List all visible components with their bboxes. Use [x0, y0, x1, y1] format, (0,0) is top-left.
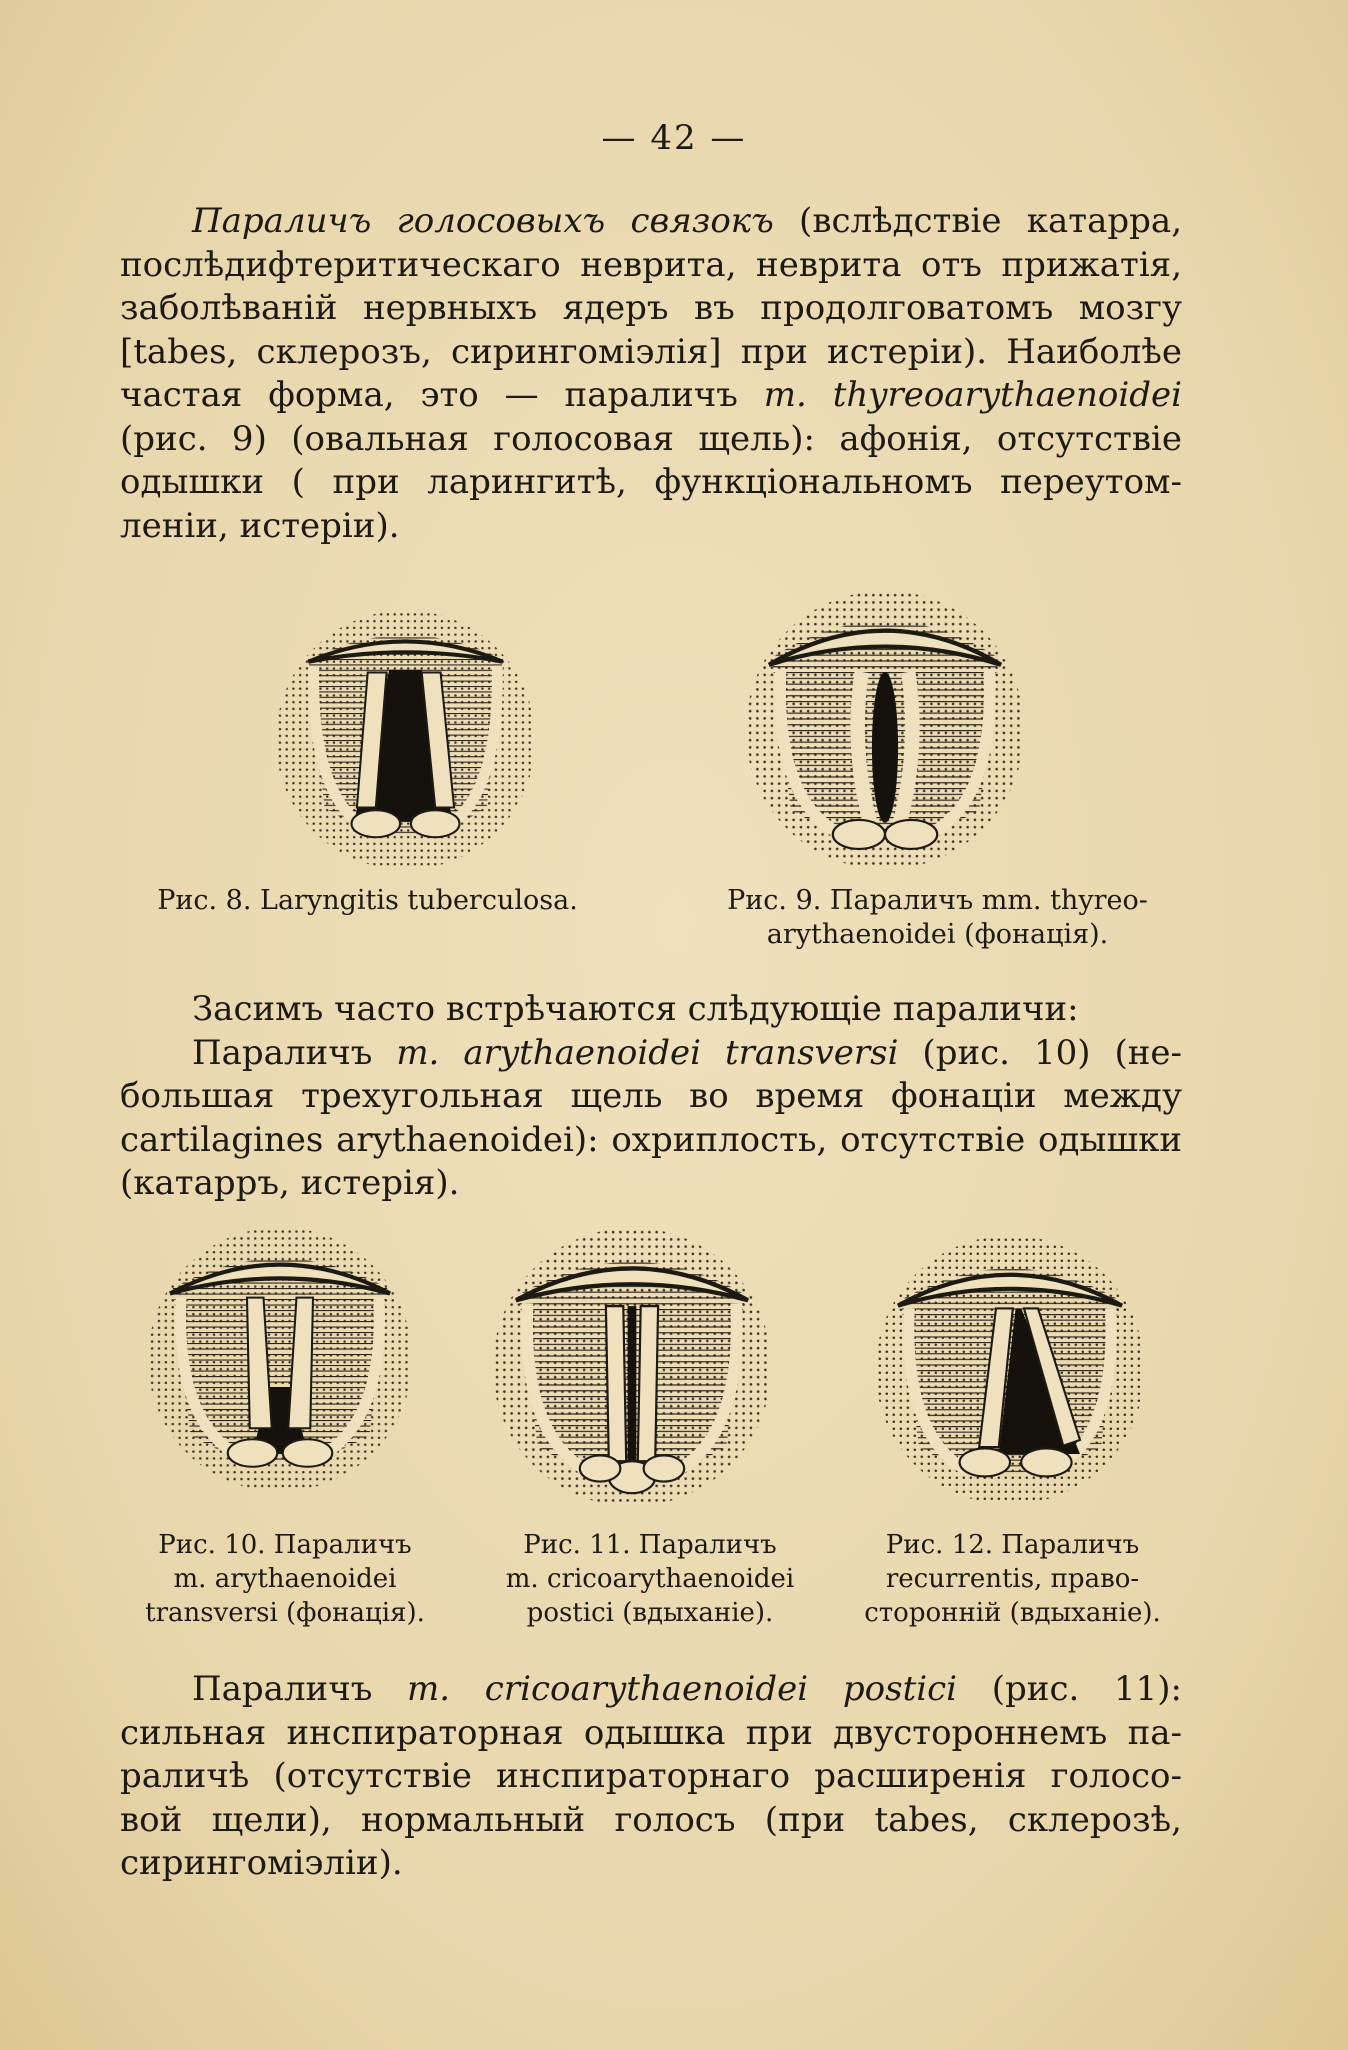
text-line: сильная инспираторная одышка при двустороннемъ па-: [120, 1712, 1182, 1753]
figure-8-larynx-illustration: [268, 605, 543, 875]
paragraph-cricoarythaenoidei-paralysis: [120, 1668, 1182, 1886]
text-line: Параличъ голосовыхъ связокъ (вслѣдствіе катарра,: [192, 201, 1182, 241]
text-line: большая трехугольная щель во время фонаціи между: [120, 1076, 1182, 1116]
italic-term: m. thyreoarythaenoidei: [763, 375, 1182, 415]
caption-figure-9: Рис. 9. Параличъ mm. thyreo- arythaenoidei (фонація).: [727, 885, 1148, 950]
figure-11-larynx-illustration: [482, 1222, 782, 1512]
text-line: одышки ( при ларингитѣ, функціональномъ переутом-: [120, 462, 1182, 502]
text-line: леніи, истеріи).: [120, 505, 400, 546]
text-line: сирингоміэліи).: [120, 1843, 403, 1883]
text-line: раличѣ (отсутствіе инспираторнаго расширенія голосо-: [120, 1756, 1182, 1796]
text-line: [tabes, склерозъ, сирингоміэлія] при истеріи). Наиболѣе: [120, 331, 1182, 372]
text-line: вой щели), нормальный голосъ (при tabes, склерозѣ,: [120, 1799, 1182, 1840]
italic-term: Параличъ голосовыхъ связокъ: [192, 201, 774, 241]
paragraph-vocal-cord-paralysis: [120, 200, 1182, 548]
text-line: Засимъ часто встрѣчаются слѣдующіе параличи:: [192, 989, 1079, 1029]
caption-figure-10: Рис. 10. Параличъ m. arythaenoidei transversi (фонація).: [145, 1530, 425, 1628]
figure-12-larynx-illustration: [860, 1230, 1160, 1510]
text-line: cartilagines arythaenoidei): охриплость, отсутствіе одышки: [120, 1119, 1182, 1160]
figure-9-larynx-illustration: [735, 585, 1035, 875]
text-line: заболѣваній нервныхъ ядеръ въ продолговатомъ мозгу: [120, 288, 1182, 328]
text-line: (рис. 9) (овальная голосовая щель): афонія, отсутствіе: [120, 418, 1182, 459]
text-line: частая форма, это — параличъ m. thyreoarythaenoidei: [120, 375, 1182, 415]
text-line: (катарръ, истерія).: [120, 1163, 460, 1203]
caption-figure-11: Рис. 11. Параличъ m. cricoarythaenoidei postici (вдыханіе).: [505, 1530, 795, 1628]
italic-term: m. arythaenoidei transversi: [396, 1032, 899, 1073]
caption-figure-12: Рис. 12. Параличъ recurrentis, право- сторонній (вдыханіе).: [864, 1530, 1161, 1628]
figure-10-larynx-illustration: [140, 1222, 420, 1497]
text-line: Параличъ m. cricoarythaenoidei postici (рис. 11):: [192, 1669, 1182, 1709]
paragraph-arythaenoidei-paralysis: [120, 988, 1182, 1206]
text-line: послѣдифтеритическаго неврита, неврита отъ прижатія,: [120, 244, 1182, 285]
page-number: — 42 —: [601, 118, 747, 158]
italic-term: m. cricoarythaenoidei postici: [407, 1669, 958, 1709]
caption-figure-8: Рис. 8. Laryngitis tuberculosa.: [157, 885, 578, 916]
text-line: Параличъ m. arythaenoidei transversi (рис. 10) (не-: [192, 1032, 1182, 1073]
